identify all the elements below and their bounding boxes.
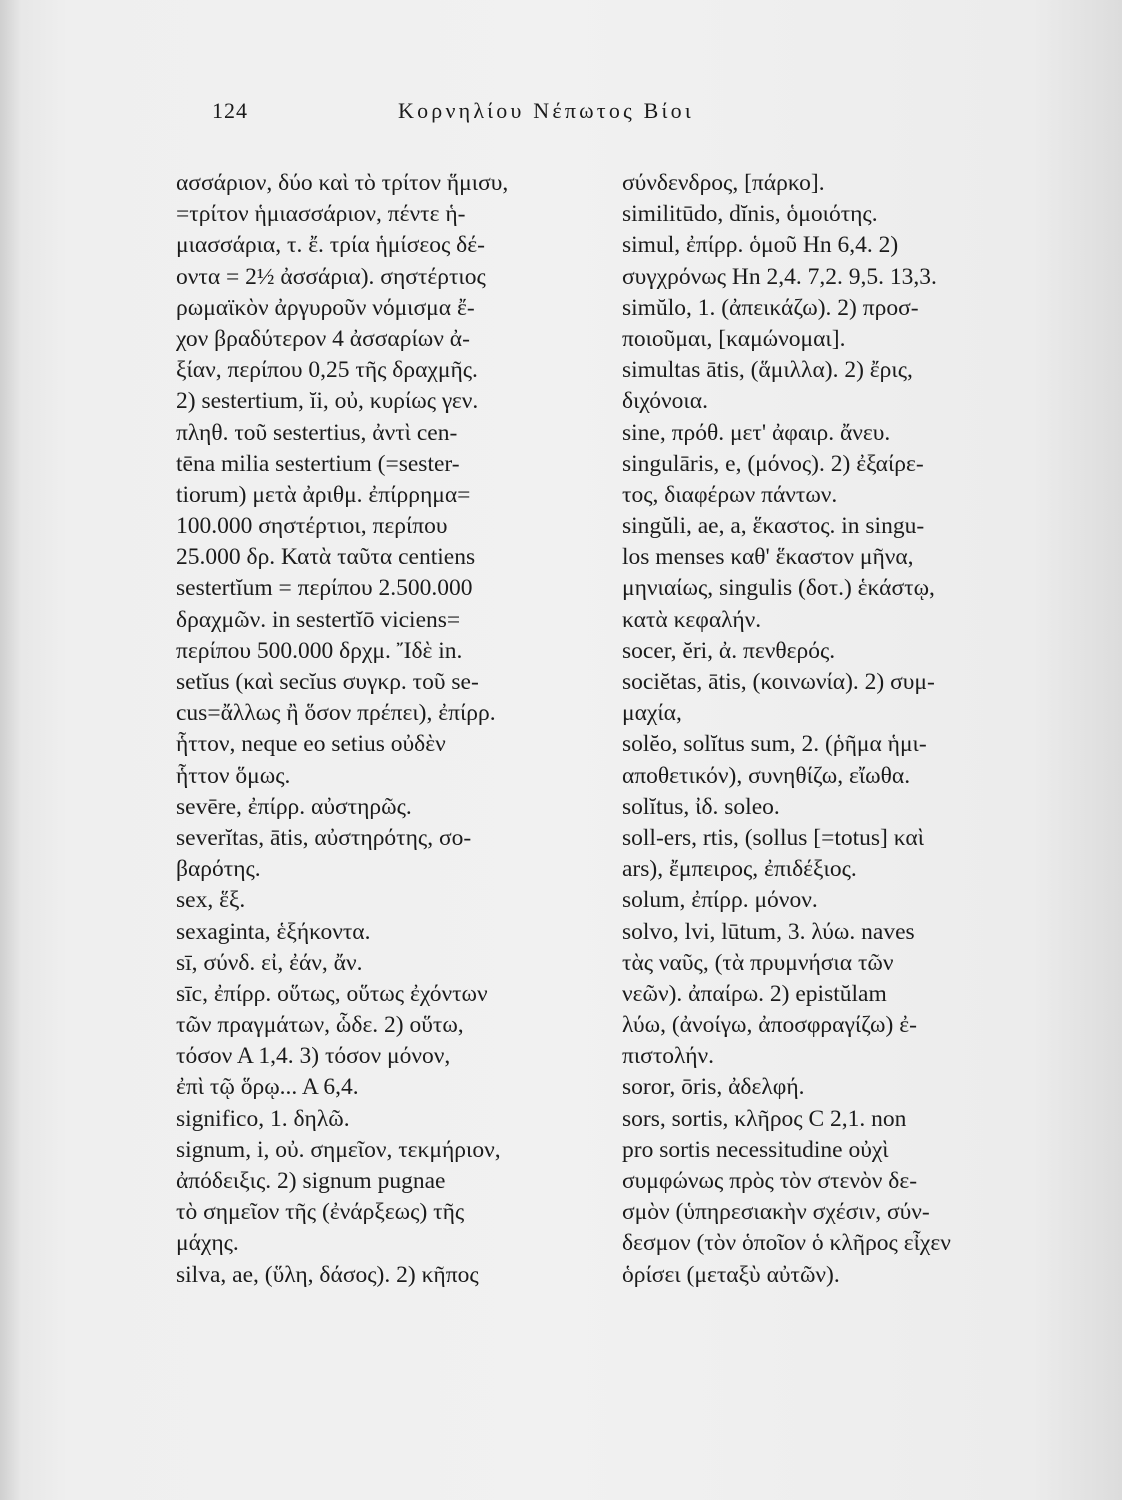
text-line: tiorum) μετὰ ἀριθμ. ἐπίρρημα= (176, 481, 471, 508)
text-line: βαρότης. (176, 856, 261, 883)
text-line: singŭli, ae, a, ἕκαστος. in singu- (622, 513, 925, 540)
text-line: τὸ σημεῖον τῆς (ἐνάρξεως) τῆς (176, 1199, 465, 1226)
text-line: συμφώνως πρὸς τὸν στενὸν δε- (622, 1168, 918, 1194)
text-line: μάχης. (176, 1230, 239, 1257)
text-line: τος, διαφέρων πάντων. (622, 481, 838, 508)
text-line: λύω, (ἀνοίγω, ἀποσφραγίζω) ἐ- (622, 1012, 917, 1039)
text-line: tēna milia sestertium (=sester- (176, 450, 460, 477)
text-line: pro sortis necessitudine οὐχὶ (622, 1136, 889, 1163)
text-line: σμὸν (ὑπηρεσιακὴν σχέσιν, σύν- (622, 1199, 930, 1226)
text-line: singulāris, e, (μόνος). 2) ἐξαίρε- (622, 450, 924, 477)
text-line: signum, i, οὐ. σημεῖον, τεκμήριον, (176, 1136, 501, 1163)
text-line: πληθ. τοῦ sestertius, ἀντὶ cen- (176, 419, 458, 446)
right-column (622, 168, 1066, 1291)
text-line: sestertĭum = περίπου 2.500.000 (176, 575, 473, 602)
text-line: los menses καθ' ἕκαστον μῆνα, (622, 544, 914, 571)
text-line: δραχμῶν. in sestertĭō viciens= (176, 606, 461, 633)
text-line: αποθετικόν), συνηθίζω, εἴωθα. (622, 762, 911, 789)
page-number: 124 (212, 98, 248, 123)
text-line: sine, πρόθ. μετ' ἀφαιρ. ἄνευ. (622, 419, 891, 446)
running-title: Κορνηλίου Νέπωτος Βίοι (398, 98, 694, 123)
text-line: ἧττον, neque eo setius οὐδὲν (176, 731, 446, 758)
text-line: socer, ĕri, ἀ. πενθερός. (622, 637, 836, 664)
text-line: ars), ἔμπειρος, ἐπιδέξιος. (622, 856, 857, 883)
text-line: sors, sortis, κλῆρος C 2,1. non (622, 1105, 907, 1132)
left-column (176, 168, 604, 1291)
text-line: δεσμον (τὸν ὁποῖον ὁ κλῆρος εἶχεν (622, 1230, 951, 1257)
text-line: simŭlo, 1. (ἀπεικάζω). 2) προσ- (622, 294, 919, 321)
text-line: sī, σύνδ. εἰ, ἐάν, ἄν. (176, 949, 363, 976)
text-line: οντα = 2½ ἀσσάρια). σηστέρτιος (176, 263, 486, 290)
text-line: sevēre, ἐπίρρ. αὐστηρῶς. (176, 793, 412, 820)
text-line: ρωμαϊκὸν ἀργυροῦν νόμισμα ἔ- (176, 294, 475, 321)
text-line: ἧττον ὅμως. (176, 762, 291, 789)
text-line: διχόνοια. (622, 388, 708, 415)
text-line: πιστολήν. (622, 1043, 715, 1070)
text-line: τῶν πραγμάτων, ὧδε. 2) οὕτω, (176, 1012, 464, 1039)
text-line: 100.000 σηστέρτιοι, περίπου (176, 513, 448, 540)
text-line: χον βραδύτερον 4 ἀσσαρίων ἀ- (176, 325, 470, 352)
text-line: sex, ἕξ. (176, 887, 246, 914)
text-line: simultas ātis, (ἅμιλλα). 2) ἔρις, (622, 357, 913, 384)
text-line: similitūdo, dĭnis, ὁμοιότης. (622, 201, 878, 228)
binding-edge (0, 0, 20, 1500)
text-line: solum, ἐπίρρ. μόνον. (622, 887, 818, 914)
text-line: significo, 1. δηλῶ. (176, 1105, 350, 1132)
text-line: sīc, ἐπίρρ. οὕτως, οὕτως ἐχόντων (176, 980, 488, 1007)
text-line: 2) sestertium, ĭi, οὐ, κυρίως γεν. (176, 388, 479, 415)
text-line: μηνιαίως, singulis (δοτ.) ἑκάστῳ, (622, 575, 935, 602)
text-line: νεῶν). ἀπαίρω. 2) epistŭlam (622, 980, 887, 1007)
text-line: περίπου 500.000 δρχμ. Ἴδὲ in. (176, 637, 463, 664)
text-line: συγχρόνως Hn 2,4. 7,2. 9,5. 13,3. (622, 263, 937, 290)
text-line: soll-ers, rtis, (sollus [=totus] καὶ (622, 824, 925, 851)
text-line: ὁρίσει (μεταξὺ αὐτῶν). (622, 1261, 840, 1288)
text-line: solĭtus, ἰδ. soleo. (622, 793, 780, 820)
text-line: τὰς ναῦς, (τὰ πρυμνήσια τῶν (622, 949, 894, 976)
text-line: sexaginta, ἑξήκοντα. (176, 918, 371, 945)
text-line: ποιοῦμαι, [καμώνομαι]. (622, 325, 846, 352)
text-line: soror, ōris, ἀδελφή. (622, 1074, 805, 1101)
text-line: cus=ἄλλως ἢ ὅσον πρέπει), ἐπίρρ. (176, 700, 496, 727)
text-line: severĭtas, ātis, αὐστηρότης, σο- (176, 824, 472, 851)
text-line: solvo, lvi, lūtum, 3. λύω. naves (622, 918, 915, 945)
text-line: ἀπόδειξις. 2) signum pugnae (176, 1168, 446, 1194)
text-line: κατὰ κεφαλήν. (622, 606, 762, 633)
text-line: =τρίτον ἡμιασσάριον, πέντε ἡ- (176, 201, 466, 228)
text-line: setĭus (καὶ secĭus συγκρ. τοῦ se- (176, 669, 479, 695)
text-line: σύνδενδρος, [πάρκο]. (622, 170, 825, 196)
page-header (0, 98, 1122, 134)
text-line: μαχία, (622, 700, 682, 727)
text-line: silva, ae, (ὕλη, δάσος). 2) κῆπος (176, 1261, 479, 1288)
text-line: simul, ἐπίρρ. ὁμοῦ Hn 6,4. 2) (622, 232, 899, 259)
text-line: τόσον Α 1,4. 3) τόσον μόνον, (176, 1043, 451, 1070)
text-line: 25.000 δρ. Κατὰ ταῦτα centiens (176, 544, 476, 571)
text-line: ἐπὶ τῷ ὅρῳ... Α 6,4. (176, 1074, 359, 1101)
text-line: solĕo, solĭtus sum, 2. (ῥῆμα ἡμι- (622, 731, 927, 758)
text-line: μιασσάρια, τ. ἔ. τρία ἡμίσεος δέ- (176, 232, 485, 259)
text-line: ασσάριον, δύο καὶ τὸ τρίτον ἥμισυ, (176, 170, 509, 196)
text-line: ξίαν, περίπου 0,25 τῆς δραχμῆς. (176, 357, 478, 384)
text-line: sociĕtas, ātis, (κοινωνία). 2) συμ- (622, 669, 935, 695)
